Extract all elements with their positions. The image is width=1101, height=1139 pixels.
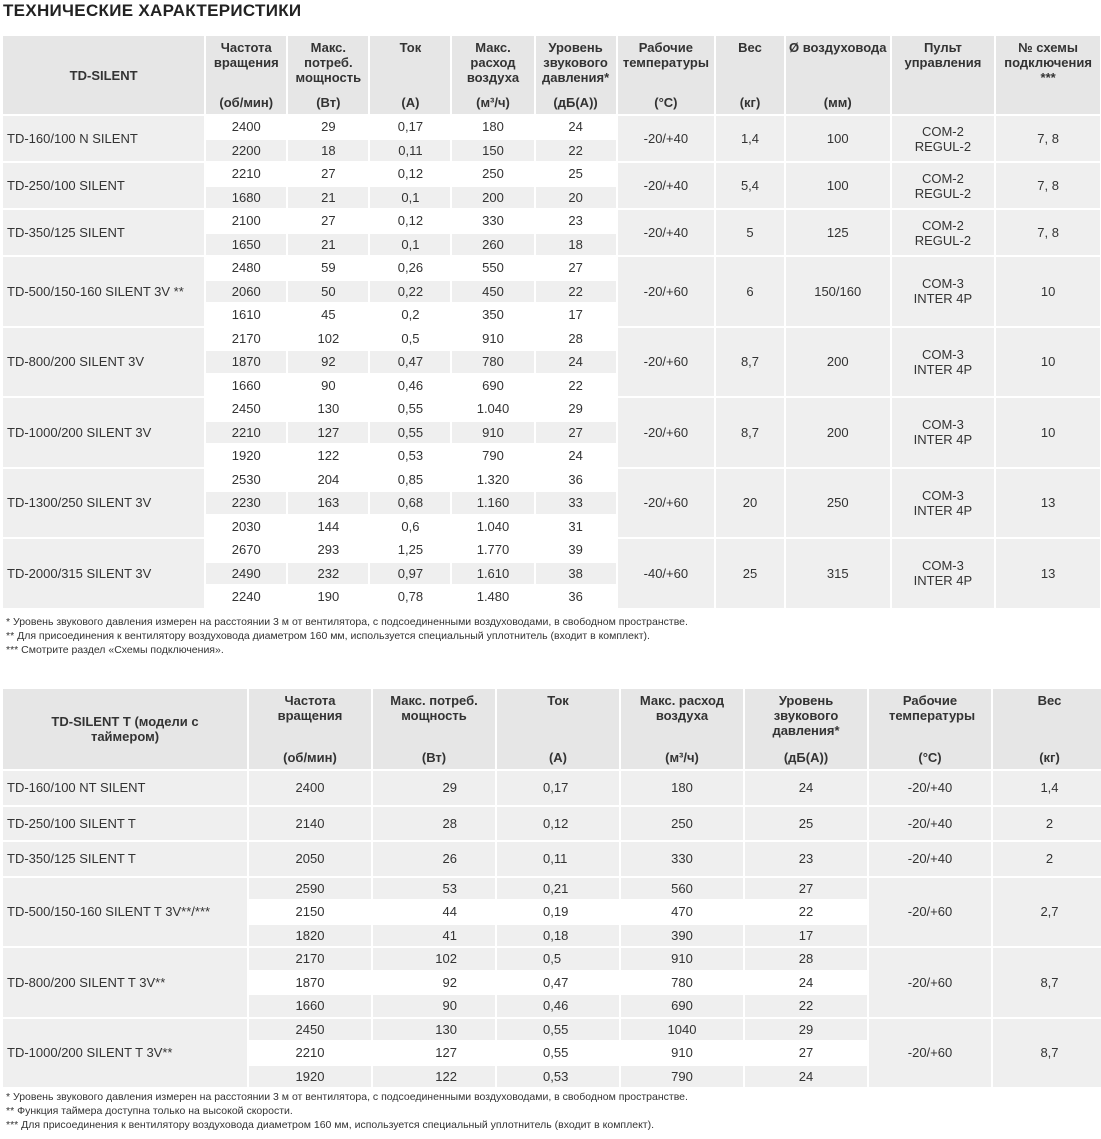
- cell-noise: 22: [536, 375, 616, 397]
- cell-speed: 2210: [249, 1042, 371, 1064]
- cell-scheme: 10: [996, 328, 1100, 397]
- cell-noise: 25: [536, 163, 616, 185]
- cell-airflow: 1040: [621, 1019, 743, 1041]
- cell-duct: 100: [786, 116, 890, 161]
- cell-noise: 39: [536, 539, 616, 561]
- control-secondary: INTER 4P: [913, 361, 973, 377]
- cell-speed: 2030: [206, 516, 286, 538]
- model-name: TD-250/100 SILENT T: [3, 807, 247, 841]
- cell-power: 41: [373, 925, 495, 947]
- cell-current: 0,17: [370, 116, 450, 138]
- cell-power: 26: [373, 842, 495, 876]
- cell-speed: 2530: [206, 469, 286, 491]
- cell-airflow: 780: [452, 351, 533, 373]
- cell-current: 0,12: [497, 807, 619, 841]
- model-name: TD-250/100 SILENT: [3, 163, 204, 208]
- cell-noise: 28: [536, 328, 616, 350]
- cell-weight: 1,4: [716, 116, 784, 161]
- table-row: [3, 1019, 1101, 1041]
- cell-airflow: 470: [621, 901, 743, 923]
- cell-power: 130: [373, 1019, 495, 1041]
- cell-noise: 29: [536, 398, 616, 420]
- cell-current: 0,68: [370, 492, 450, 514]
- cell-current: 0,78: [370, 586, 450, 608]
- cell-speed: 1660: [249, 995, 371, 1017]
- cell-airflow: 550: [452, 257, 533, 279]
- model-name: TD-350/125 SILENT: [3, 210, 204, 255]
- cell-power: 190: [288, 586, 368, 608]
- cell-power: 29: [373, 771, 495, 805]
- cell-control: [892, 398, 995, 467]
- table1-header-airflow: Макс. расход воздуха (м³/ч): [452, 36, 533, 114]
- cell-airflow: 150: [452, 140, 533, 162]
- cell-power: 29: [288, 116, 368, 138]
- cell-scheme: 7, 8: [996, 116, 1100, 161]
- cell-current: 0,1: [370, 234, 450, 256]
- cell-speed: 2240: [206, 586, 286, 608]
- cell-temperature: -20/+60: [869, 948, 991, 1017]
- footnote: * Уровень звукового давления измерен на расстоянии 3 м от вентилятора, с подсоединенными воздуховодами, в свободном пространстве.: [6, 616, 688, 628]
- table1-header-duct: Ø воздуховода (мм): [786, 36, 890, 114]
- model-name: TD-1300/250 SILENT 3V: [3, 469, 204, 538]
- cell-weight: 25: [716, 539, 784, 608]
- cell-temperature: -20/+60: [618, 398, 715, 467]
- cell-speed: 2210: [206, 163, 286, 185]
- cell-speed: 2450: [249, 1019, 371, 1041]
- table2-footnotes: [6, 1090, 688, 1132]
- cell-power: 18: [288, 140, 368, 162]
- model-name: TD-500/150-160 SILENT T 3V**/***: [3, 878, 247, 947]
- cell-airflow: 330: [452, 210, 533, 232]
- cell-power: 27: [288, 163, 368, 185]
- cell-current: 0,53: [370, 445, 450, 467]
- cell-current: 0,55: [497, 1019, 619, 1041]
- cell-weight: 1,4: [993, 771, 1101, 805]
- cell-airflow: 250: [452, 163, 533, 185]
- cell-noise: 24: [536, 116, 616, 138]
- cell-speed: 1870: [206, 351, 286, 373]
- cell-noise: 33: [536, 492, 616, 514]
- cell-power: 44: [373, 901, 495, 923]
- cell-weight: 8,7: [716, 398, 784, 467]
- page-title: ТЕХНИЧЕСКИЕ ХАРАКТЕРИСТИКИ: [3, 1, 302, 20]
- cell-weight: 6: [716, 257, 784, 326]
- cell-current: 0,11: [497, 842, 619, 876]
- cell-noise: 18: [536, 234, 616, 256]
- cell-airflow: 200: [452, 187, 533, 209]
- cell-power: 28: [373, 807, 495, 841]
- table2-header-power: Макс. потреб. мощность (Вт): [373, 689, 495, 769]
- cell-power: 144: [288, 516, 368, 538]
- cell-airflow: 390: [621, 925, 743, 947]
- cell-speed: 2400: [206, 116, 286, 138]
- table1-header-weight: Вес (кг): [716, 36, 784, 114]
- cell-speed: 2100: [206, 210, 286, 232]
- cell-current: 0,5: [497, 948, 619, 970]
- cell-power: 130: [288, 398, 368, 420]
- cell-weight: 2: [993, 842, 1101, 876]
- cell-duct: 200: [786, 398, 890, 467]
- cell-noise: 17: [745, 925, 867, 947]
- cell-power: 21: [288, 234, 368, 256]
- cell-current: 0,53: [497, 1066, 619, 1088]
- model-name: TD-2000/315 SILENT 3V: [3, 539, 204, 608]
- cell-current: 0,47: [370, 351, 450, 373]
- cell-noise: 24: [745, 1066, 867, 1088]
- cell-power: 122: [373, 1066, 495, 1088]
- cell-speed: 1870: [249, 972, 371, 994]
- cell-power: 122: [288, 445, 368, 467]
- cell-current: 0,5: [370, 328, 450, 350]
- model-name: TD-350/125 SILENT T: [3, 842, 247, 876]
- control-primary: COM-3: [921, 558, 964, 574]
- cell-airflow: 1.480: [452, 586, 533, 608]
- cell-weight: 8,7: [716, 328, 784, 397]
- cell-airflow: 450: [452, 281, 533, 303]
- cell-control: [892, 116, 995, 161]
- cell-current: 0,55: [370, 422, 450, 444]
- model-name: TD-500/150-160 SILENT 3V **: [3, 257, 204, 326]
- table2-header-speed: Частота вращения (об/мин): [249, 689, 371, 769]
- cell-speed: 1610: [206, 304, 286, 326]
- cell-current: 0,26: [370, 257, 450, 279]
- cell-noise: 27: [745, 1042, 867, 1064]
- cell-noise: 31: [536, 516, 616, 538]
- model-name: TD-1000/200 SILENT T 3V**: [3, 1019, 247, 1088]
- control-primary: COM-3: [921, 417, 964, 433]
- cell-scheme: 7, 8: [996, 163, 1100, 208]
- cell-noise: 22: [536, 140, 616, 162]
- cell-power: 21: [288, 187, 368, 209]
- cell-power: 45: [288, 304, 368, 326]
- cell-power: 50: [288, 281, 368, 303]
- cell-temperature: -20/+60: [618, 469, 715, 538]
- cell-temperature: -20/+40: [618, 116, 715, 161]
- table-row: [3, 328, 1100, 350]
- cell-control: [892, 539, 995, 608]
- model-name: TD-160/100 NT SILENT: [3, 771, 247, 805]
- cell-temperature: -20/+60: [869, 1019, 991, 1088]
- cell-current: 0,19: [497, 901, 619, 923]
- cell-power: 293: [288, 539, 368, 561]
- table1-header-model: TD-SILENT: [3, 36, 204, 114]
- cell-current: 0,12: [370, 163, 450, 185]
- table1-header-noise: Уровень звукового давления* (дБ(А)): [536, 36, 616, 114]
- cell-control: [892, 210, 995, 255]
- cell-speed: 2060: [206, 281, 286, 303]
- cell-speed: 1820: [249, 925, 371, 947]
- cell-current: 0,18: [497, 925, 619, 947]
- cell-weight: 20: [716, 469, 784, 538]
- footnote: *** Для присоединения к вентилятору воздуховода диаметром 160 мм, используется специальный уплотнитель (входит в комплект).: [6, 1119, 655, 1131]
- cell-current: 0,11: [370, 140, 450, 162]
- control-secondary: REGUL-2: [914, 232, 972, 248]
- cell-airflow: 250: [621, 807, 743, 841]
- cell-power: 232: [288, 563, 368, 585]
- table-row: [3, 842, 1101, 876]
- cell-duct: 150/160: [786, 257, 890, 326]
- control-secondary: INTER 4P: [913, 573, 973, 589]
- cell-temperature: -20/+60: [618, 257, 715, 326]
- cell-noise: 27: [745, 878, 867, 900]
- cell-speed: 1680: [206, 187, 286, 209]
- cell-current: 0,21: [497, 878, 619, 900]
- cell-power: 90: [373, 995, 495, 1017]
- cell-speed: 2150: [249, 901, 371, 923]
- cell-airflow: 1.040: [452, 398, 533, 420]
- cell-airflow: 180: [452, 116, 533, 138]
- cell-duct: 315: [786, 539, 890, 608]
- cell-speed: 2450: [206, 398, 286, 420]
- cell-noise: 23: [745, 842, 867, 876]
- table1-body: [3, 116, 1100, 608]
- table1-header-speed: Частота вращения (об/мин): [206, 36, 286, 114]
- cell-noise: 36: [536, 469, 616, 491]
- cell-airflow: 560: [621, 878, 743, 900]
- cell-weight: 5,4: [716, 163, 784, 208]
- cell-airflow: 690: [452, 375, 533, 397]
- cell-speed: 2490: [206, 563, 286, 585]
- cell-power: 92: [373, 972, 495, 994]
- table-row: [3, 878, 1101, 900]
- table1-header: [3, 36, 1100, 114]
- table2-header-current: Ток (А): [497, 689, 619, 769]
- table2-header: [3, 689, 1101, 769]
- cell-noise: 28: [745, 948, 867, 970]
- cell-current: 0,97: [370, 563, 450, 585]
- cell-scheme: 10: [996, 257, 1100, 326]
- cell-airflow: 780: [621, 972, 743, 994]
- cell-airflow: 330: [621, 842, 743, 876]
- cell-airflow: 690: [621, 995, 743, 1017]
- cell-power: 92: [288, 351, 368, 373]
- table1-header-power: Макс. потреб. мощность (Вт): [288, 36, 368, 114]
- cell-weight: 5: [716, 210, 784, 255]
- cell-airflow: 910: [621, 1042, 743, 1064]
- cell-speed: 2140: [249, 807, 371, 841]
- cell-power: 27: [288, 210, 368, 232]
- table2-header-temperature: Рабочие температуры (°С): [869, 689, 991, 769]
- cell-weight: 2: [993, 807, 1101, 841]
- cell-noise: 22: [745, 901, 867, 923]
- control-secondary: INTER 4P: [913, 502, 973, 518]
- table2-header-airflow: Макс. расход воздуха (м³/ч): [621, 689, 743, 769]
- table-row: [3, 539, 1100, 561]
- cell-airflow: 350: [452, 304, 533, 326]
- cell-current: 0,46: [370, 375, 450, 397]
- cell-power: 163: [288, 492, 368, 514]
- cell-temperature: -40/+60: [618, 539, 715, 608]
- cell-temperature: -20/+40: [869, 771, 991, 805]
- table1-footnotes: [6, 615, 688, 657]
- cell-control: [892, 469, 995, 538]
- table-row: [3, 210, 1100, 232]
- cell-speed: 2170: [206, 328, 286, 350]
- cell-noise: 23: [536, 210, 616, 232]
- cell-power: 127: [288, 422, 368, 444]
- control-secondary: INTER 4P: [913, 432, 973, 448]
- control-primary: COM-2: [921, 123, 964, 139]
- cell-scheme: 13: [996, 539, 1100, 608]
- table1-header-temperature: Рабочие температуры (°С): [618, 36, 715, 114]
- control-primary: COM-3: [921, 487, 964, 503]
- cell-noise: 29: [745, 1019, 867, 1041]
- cell-current: 0,6: [370, 516, 450, 538]
- table2-header-model: TD-SILENT T (модели с таймером): [3, 689, 247, 769]
- cell-current: 0,55: [497, 1042, 619, 1064]
- cell-speed: 1920: [206, 445, 286, 467]
- cell-noise: 24: [745, 771, 867, 805]
- control-primary: COM-2: [921, 170, 964, 186]
- cell-temperature: -20/+40: [869, 807, 991, 841]
- table-row: [3, 807, 1101, 841]
- control-secondary: REGUL-2: [914, 185, 972, 201]
- cell-airflow: 910: [621, 948, 743, 970]
- cell-noise: 22: [536, 281, 616, 303]
- cell-noise: 24: [536, 351, 616, 373]
- table1-header-control: Пульт управления: [892, 36, 995, 114]
- table-row: [3, 948, 1101, 970]
- cell-airflow: 910: [452, 328, 533, 350]
- table-row: [3, 771, 1101, 805]
- table-row: [3, 469, 1100, 491]
- footnote: ** Для присоединения к вентилятору воздуховода диаметром 160 мм, используется специальный уплотнитель (входит в комплект).: [6, 630, 650, 642]
- cell-airflow: 1.040: [452, 516, 533, 538]
- table2-header-noise: Уровень звукового давления* (дБ(А)): [745, 689, 867, 769]
- cell-noise: 36: [536, 586, 616, 608]
- model-name: TD-160/100 N SILENT: [3, 116, 204, 161]
- cell-temperature: -20/+60: [618, 328, 715, 397]
- cell-airflow: 790: [452, 445, 533, 467]
- model-name: TD-800/200 SILENT T 3V**: [3, 948, 247, 1017]
- cell-noise: 27: [536, 422, 616, 444]
- cell-speed: 1650: [206, 234, 286, 256]
- cell-noise: 17: [536, 304, 616, 326]
- cell-temperature: -20/+40: [618, 210, 715, 255]
- cell-noise: 27: [536, 257, 616, 279]
- cell-airflow: 1.770: [452, 539, 533, 561]
- cell-scheme: 7, 8: [996, 210, 1100, 255]
- cell-current: 1,25: [370, 539, 450, 561]
- cell-control: [892, 163, 995, 208]
- cell-speed: 2590: [249, 878, 371, 900]
- cell-power: 204: [288, 469, 368, 491]
- cell-control: [892, 257, 995, 326]
- cell-speed: 1920: [249, 1066, 371, 1088]
- cell-speed: 2170: [249, 948, 371, 970]
- model-name: TD-800/200 SILENT 3V: [3, 328, 204, 397]
- control-secondary: REGUL-2: [914, 138, 972, 154]
- control-primary: COM-3: [921, 346, 964, 362]
- cell-speed: 2670: [206, 539, 286, 561]
- cell-duct: 250: [786, 469, 890, 538]
- cell-power: 102: [288, 328, 368, 350]
- cell-duct: 125: [786, 210, 890, 255]
- cell-airflow: 1.610: [452, 563, 533, 585]
- cell-noise: 20: [536, 187, 616, 209]
- table2-body: [3, 771, 1101, 1087]
- cell-scheme: 10: [996, 398, 1100, 467]
- footnote: * Уровень звукового давления измерен на расстоянии 3 м от вентилятора, с подсоединенными воздуховодами, в свободном пространстве.: [6, 1091, 688, 1103]
- cell-current: 0,17: [497, 771, 619, 805]
- cell-airflow: 260: [452, 234, 533, 256]
- table2-header-weight: Вес (кг): [993, 689, 1101, 769]
- table-row: [3, 257, 1100, 279]
- table-row: [3, 116, 1100, 138]
- cell-airflow: 910: [452, 422, 533, 444]
- cell-power: 90: [288, 375, 368, 397]
- table-row: [3, 398, 1100, 420]
- cell-noise: 24: [536, 445, 616, 467]
- cell-airflow: 1.160: [452, 492, 533, 514]
- cell-noise: 25: [745, 807, 867, 841]
- specs-table-td-silent: [1, 34, 1101, 610]
- cell-current: 0,47: [497, 972, 619, 994]
- footnote: *** Смотрите раздел «Схемы подключения».: [6, 644, 224, 656]
- control-primary: COM-3: [921, 276, 964, 292]
- cell-power: 53: [373, 878, 495, 900]
- cell-scheme: 13: [996, 469, 1100, 538]
- cell-duct: 200: [786, 328, 890, 397]
- cell-noise: 24: [745, 972, 867, 994]
- cell-weight: 2,7: [993, 878, 1101, 947]
- control-secondary: INTER 4P: [913, 291, 973, 307]
- cell-current: 0,55: [370, 398, 450, 420]
- cell-speed: 2200: [206, 140, 286, 162]
- table1-header-current: Ток (А): [370, 36, 450, 114]
- cell-current: 0,2: [370, 304, 450, 326]
- specs-table-td-silent-t: [1, 687, 1101, 1089]
- cell-weight: 8,7: [993, 1019, 1101, 1088]
- cell-speed: 1660: [206, 375, 286, 397]
- cell-current: 0,12: [370, 210, 450, 232]
- cell-current: 0,85: [370, 469, 450, 491]
- table-row: [3, 163, 1100, 185]
- control-primary: COM-2: [921, 217, 964, 233]
- cell-noise: 38: [536, 563, 616, 585]
- footnote: ** Функция таймера доступна только на высокой скорости.: [6, 1105, 293, 1117]
- cell-control: [892, 328, 995, 397]
- cell-speed: 2210: [206, 422, 286, 444]
- cell-temperature: -20/+40: [869, 842, 991, 876]
- cell-power: 59: [288, 257, 368, 279]
- cell-duct: 100: [786, 163, 890, 208]
- cell-speed: 2480: [206, 257, 286, 279]
- cell-airflow: 1.320: [452, 469, 533, 491]
- cell-airflow: 790: [621, 1066, 743, 1088]
- cell-power: 102: [373, 948, 495, 970]
- cell-power: 127: [373, 1042, 495, 1064]
- cell-current: 0,1: [370, 187, 450, 209]
- cell-current: 0,22: [370, 281, 450, 303]
- table1-header-scheme: № схемы подключения ***: [996, 36, 1100, 114]
- cell-speed: 2230: [206, 492, 286, 514]
- cell-speed: 2050: [249, 842, 371, 876]
- cell-temperature: -20/+60: [869, 878, 991, 947]
- cell-speed: 2400: [249, 771, 371, 805]
- cell-airflow: 180: [621, 771, 743, 805]
- model-name: TD-1000/200 SILENT 3V: [3, 398, 204, 467]
- cell-weight: 8,7: [993, 948, 1101, 1017]
- cell-temperature: -20/+40: [618, 163, 715, 208]
- cell-current: 0,46: [497, 995, 619, 1017]
- cell-noise: 22: [745, 995, 867, 1017]
